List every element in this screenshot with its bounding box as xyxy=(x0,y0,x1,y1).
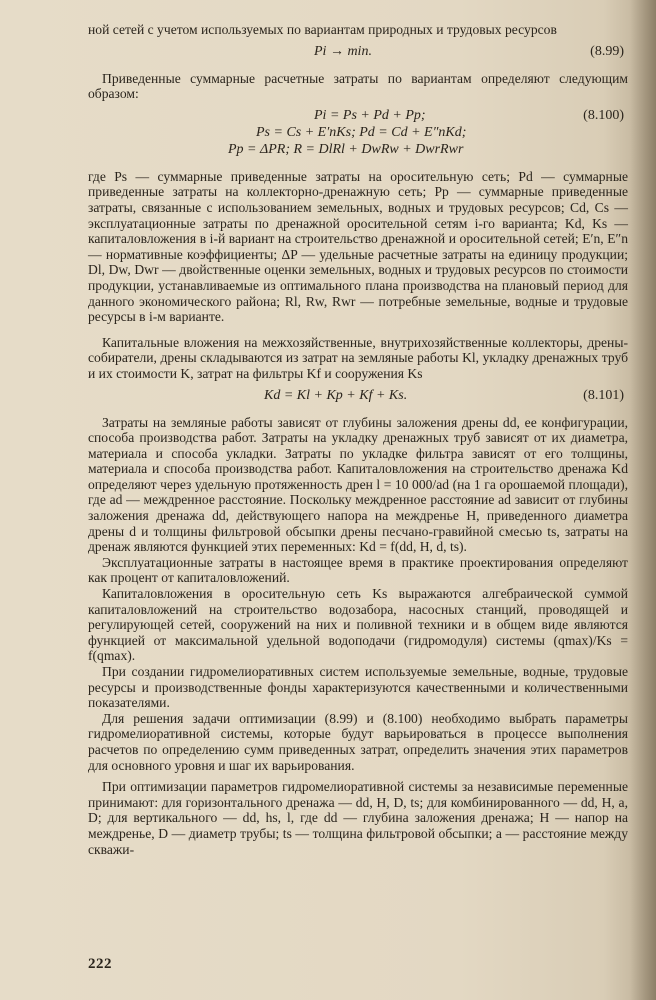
equation-8-99 xyxy=(88,44,628,61)
paragraph-definitions: где Ps — суммарные приведенные затраты на оросительную сеть; Pd — суммарные приведенные затраты на коллекторно-дренажную сеть; Pp — суммарные приведенные затраты, связанные с использованием земельных, водных и трудовых ресурсов; Cd, Cs — эксплуатационные затраты по дренажной оросительной сетям i-го варианта; Kd, Ks — капиталовложения в i-й вариант на строительство дренажной и оросительной сетей; E′n, E″n — нормативные коэффициенты; ΔP — удельные расчетные затраты на единицу продукции; Dl, Dw, Dwr — двойственные оценки земельных, водных и трудовых ресурсов по стоимости продукции, устанавливаемые из оптимального плана производства на плановый период для данного экономического района; Rl, Rw, Rwr — потребные земельные, водные и трудовые ресурсы в i-м варианте. xyxy=(88,168,628,325)
equation-8-101 xyxy=(88,388,628,405)
equation-8-100-line3 xyxy=(88,142,628,159)
equation-expression: Kd = Kl + Kp + Kf + Ks. xyxy=(264,387,408,403)
page-body xyxy=(88,22,628,857)
paragraph: Приведенные суммарные расчетные затраты по вариантам определяют следующим образом: xyxy=(88,70,628,102)
paragraph: При создании гидромелиоративных систем используемые земельные, водные, трудовые ресурсы и производственные фонды характеризуются качественными и количественными показателями. xyxy=(88,664,628,711)
paragraph: Затраты на земляные работы зависят от глубины заложения дрены dd, ее конфигурации, способа производства работ. Затраты на укладку дренажных труб зависят от их диаметра, материала и способа укладки. Затраты по укладке фильтра зависят от его толщины, материала и способа производства работ. Капиталовложения на строительство дренажа Kd определяют через удельную протяженность дрен l = 10 000/ad (на 1 га орошаемой площади), где ad — междренное расстояние. Поскольку междренное расстояние ad зависит от глубины заложения дренажа dd, действующего напора на междренье H, приведенного диаметра дрены d и толщины фильтровой обсыпки дрены песчано-гравийной смесью ts, затраты на дренаж являются функцией этих переменных: Kd = f(dd, H, d, ts). xyxy=(88,414,628,555)
paragraph: Эксплуатационные затраты в настоящее время в практике проектирования определяют как процент от капиталовложений. xyxy=(88,554,628,586)
equation-expression: Pi = Ps + Pd + Pp; xyxy=(314,107,426,123)
equation-number: (8.101) xyxy=(583,387,624,403)
equation-expression: Ps = Cs + E′nKs; Pd = Cd + E″nKd; xyxy=(256,124,467,140)
equation-expression: Pp = ΔPR; R = DlRl + DwRw + DwrRwr xyxy=(228,141,464,157)
equation-8-100-line1 xyxy=(88,108,628,125)
binding-shadow xyxy=(630,0,656,1000)
page-number: 222 xyxy=(88,956,112,972)
paragraph: Капиталовложения в оросительную сеть Ks выражаются алгебраической суммой капиталовложений на строительство водозабора, насосных станций, проводящей и регулирующей сетей, сооружений на них и поливной техники и в общем виде являются функцией от максимальной удельной водоподачи (гидромодуля) системы (qmax)/Ks = f(qmax). xyxy=(88,586,628,664)
equation-number: (8.100) xyxy=(583,107,624,123)
equation-expression: Pi → min. xyxy=(314,43,372,59)
equation-number: (8.99) xyxy=(590,43,624,59)
equation-8-100-line2 xyxy=(88,125,628,142)
paragraph: Капитальные вложения на межхозяйственные, внутрихозяйственные коллекторы, дрены-собиратели, дрены складываются из затрат на земляные работы Kl, укладку дренажных труб и их стоимости K, затрат на фильтры Kf и сооружения Ks xyxy=(88,334,628,381)
paragraph: Для решения задачи оптимизации (8.99) и (8.100) необходимо выбрать параметры гидромелиоративной системы, которые будут варьироваться в процессе выполнения расчетов по определению сумм приведенных затрат, определить значения этих параметров для основного уровня и шаг их варьирования. xyxy=(88,710,628,773)
paragraph-continuation: ной сетей с учетом используемых по вариантам природных и трудовых ресурсов xyxy=(88,22,557,37)
paragraph: При оптимизации параметров гидромелиоративной системы за независимые переменные принимают: для горизонтального дренажа — dd, H, D, ts; для комбинированного — dd, H, a, D; для вертикального — dd, hs, l, где dd — глубина заложения дренажа; H — напор на междренье, D — диаметр трубы; ts — толщина фильтровой обсыпки; a — расстояние между скважи- xyxy=(88,779,628,857)
